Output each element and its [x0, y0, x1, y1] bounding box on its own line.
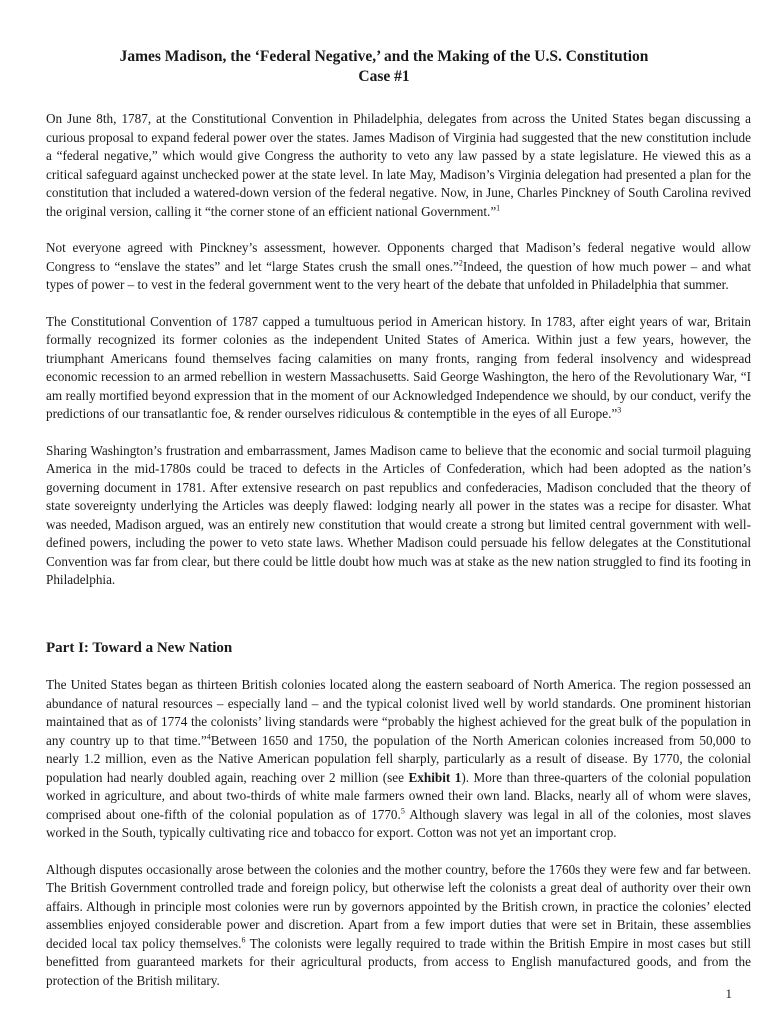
footnote-ref: 6 [241, 935, 246, 945]
paragraph [46, 313, 751, 424]
paragraph-text: Indeed, the question of how much power – and what types of power – to vest in the federal government went to the very heart of the debate that unfolded in Philadelphia that summer. [46, 258, 751, 292]
footnote-ref: 5 [400, 806, 405, 816]
paragraph-text: Not everyone agreed with Pinckney’s assessment, however. Opponents charged that Madison’s federal negative would allow Congress to “enslave the states” and let “large States crush the small ones.” [46, 240, 751, 274]
section-heading: Part I: Toward a New Nation [46, 640, 233, 656]
paragraph-text: Between 1650 and 1750, the population of the North American colonies increased from 50,000 to nearly 1.2 million, even as the Native American population fell sharply, particularly as a result of disease. By 1770, the colonial population had nearly doubled again, reaching over 2 million (see [46, 732, 751, 785]
paragraph [46, 442, 751, 590]
paragraph-text: Sharing Washington’s frustration and embarrassment, James Madison came to believe that the economic and social turmoil plaguing America in the mid-1780s could be traced to defects in the Articles of Confederation, which had been adopted as the nation’s governing document in 1781. After extensive research on past republics and confederacies, Madison concluded that the theory of state sovereignty underlying the Articles was deeply flawed: lodging nearly all power in the states was a recipe for disaster. What was needed, Madison argued, was an entirely new constitution that would create a strong but limited central government with well-defined powers, including the power to veto state laws. Whether Madison could persuade his fellow delegates at the Constitutional Convention was far from clear, but there could be little doubt how much was at stake as the new nation struggled to find its footing in Philadelphia. [46, 442, 751, 587]
paragraph [46, 239, 751, 295]
paragraph-text: The Constitutional Convention of 1787 capped a tumultuous period in American history. In 1783, after eight years of war, Britain formally recognized its former colonies as the independent United States of America. Within just a few years, however, the triumphant Americans found themselves facing calamities on many fronts, ranging from federal insolvency and widespread economic recession to an armed rebellion in western Massachusetts. Said George Washington, the hero of the Revolutionary War, “I am really mortified beyond expression that in the moment of our Acknowledged Independence we should, by our conduct, verify the predictions of our transatlantic foe, & render ourselves ridiculous & contemptible in the eyes of all Europe.” [46, 313, 751, 421]
paragraph [46, 110, 751, 221]
paragraph-text: The United States began as thirteen British colonies located along the eastern seaboard of North America. The region possessed an abundance of natural resources – especially land – and the typical colonist lived well by world standards. One prominent historian maintained that as of 1774 the colonists’ living standards were “probably the highest achieved for the great bulk of the population in any country up to that time.” [46, 677, 751, 748]
paragraph-text: Although slavery was legal in all of the colonies, most slaves worked in the South, typically cultivating rice and tobacco for export. Cotton was not yet an important crop. [46, 806, 751, 840]
paragraph [46, 676, 751, 843]
case-label: Case #1 [358, 68, 410, 85]
footnote-ref: 1 [496, 203, 501, 213]
paragraph [46, 861, 751, 991]
paragraph-text: ). More than three-quarters of the colonial population worked in agriculture, and about two-thirds of white male farmers owned their own land. Blacks, nearly all of whom were slaves, comprised about one-fifth of the colonial population as of 1770. [46, 769, 751, 822]
footnote-ref: 3 [617, 405, 622, 415]
title-block [0, 47, 768, 87]
page-number: 1 [725, 986, 732, 1001]
document-title: James Madison, the ‘Federal Negative,’ and the Making of the U.S. Constitution [119, 48, 649, 65]
footnote-ref: 4 [206, 732, 211, 742]
footnote-ref: 2 [458, 258, 463, 268]
exhibit-reference: Exhibit 1 [408, 769, 462, 785]
paragraph-text: The colonists were legally required to trade within the British Empire in most cases but still benefitted from guaranteed markets for their agricultural products, from access to English manufactured goods, and from the protection of the British military. [46, 935, 751, 988]
section-body [46, 638, 751, 1008]
paragraph-text: On June 8th, 1787, at the Constitutional Convention in Philadelphia, delegates from across the United States began discussing a curious proposal to expand federal power over the states. James Madison of Virginia had suggested that the new constitution include a “federal negative,” which would give Congress the authority to veto any law passed by a state legislature. He viewed this as a critical safeguard against unchecked power at the state level. In late May, Madison’s Virginia delegation had presented a plan for the constitution that included a watered-down version of the federal negative. Now, in June, Charles Pinckney of South Carolina revived the original version, calling it “the corner stone of an efficient national Government.” [46, 111, 751, 219]
paragraph-text: Although disputes occasionally arose between the colonies and the mother country, before the 1760s they were few and far between. The British Government controlled trade and foreign policy, but otherwise left the colonists a great deal of authority over their own affairs. Although in principle most colonies were run by governors appointed by the British crown, in practice the colonies’ elected assemblies enjoyed considerable power and discretion. Apart from a few import duties that were set in Britain, these assemblies decided local tax policy themselves. [46, 861, 751, 951]
intro-body [46, 110, 751, 608]
